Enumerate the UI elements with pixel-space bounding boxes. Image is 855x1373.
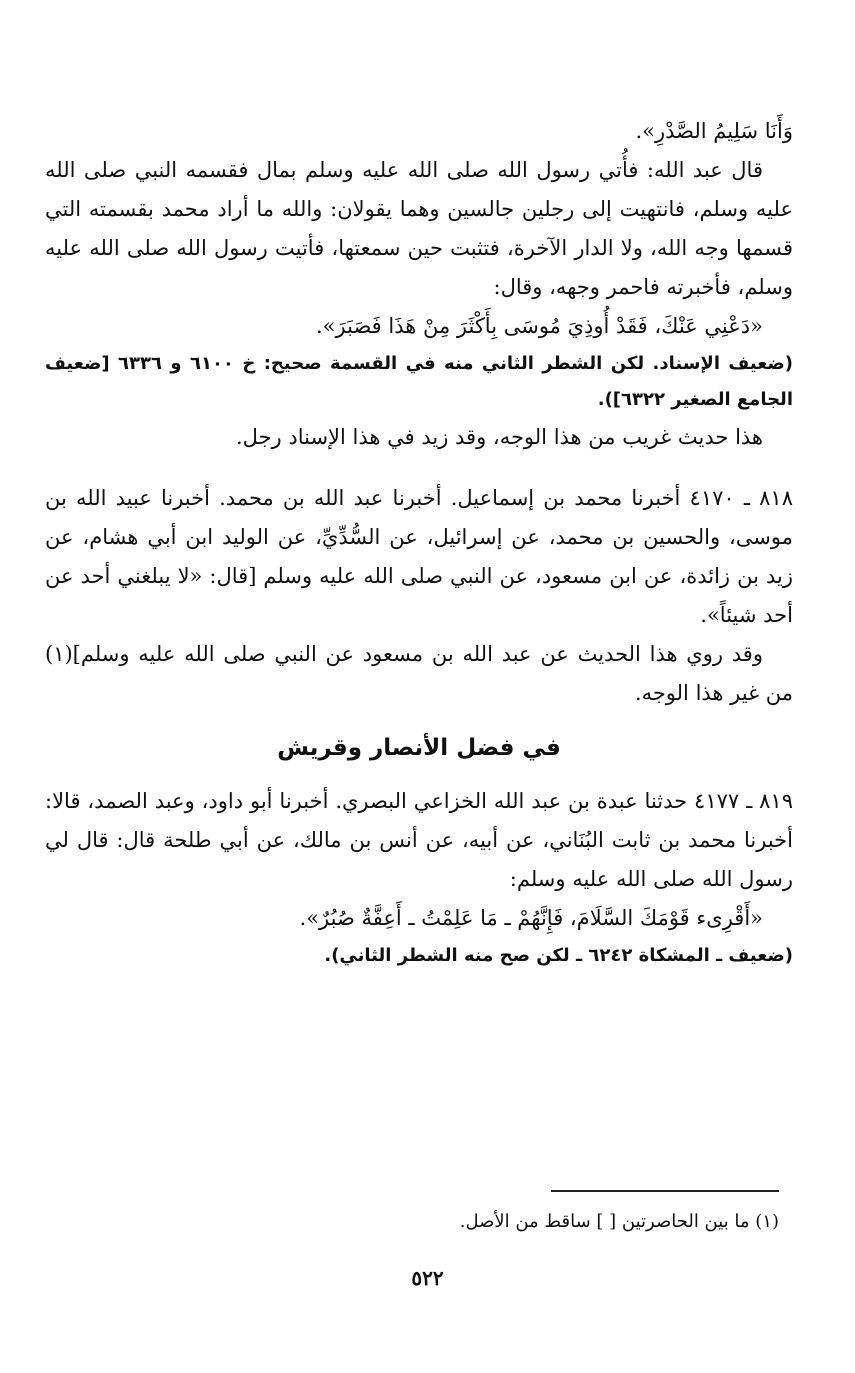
commentary: هذا حديث غريب من هذا الوجه، وقد زيد في هذا الإسناد رجل. xyxy=(235,425,763,449)
grading-note: (ضعيف الإسناد. لكن الشطر الثاني منه في القسمة صحيح: خ ٦١٠٠ و ٦٣٣٦ [ضعيف الجامع الصغير ٦٣٢٢]). xyxy=(45,353,793,410)
hadith-819: ٨١٩ ـ ٤١٧٧ حدثنا عبدة بن عبد الله الخزاعي البصري. أخبرنا أبو داود، وعبد الصمد، قالا: أخبرنا محمد بن ثابت البُنَاني، عن أبيه، عن أنس بن مالك، عن أبي طلحة قال: قال لي رسول الله صلى الله عليه وسلم: xyxy=(45,789,793,891)
verse-ending: وَأَنَا سَلِيمُ الصَّدْرِ». xyxy=(635,119,793,143)
commentary-2: وقد روي هذا الحديث عن عبد الله بن مسعود عن النبي صلى الله عليه وسلم](١) من غير هذا الوجه. xyxy=(45,642,793,705)
footnote: (١) ما بين الحاصرتين [ ] ساقط من الأصل. xyxy=(459,1211,779,1232)
chapter-heading: في فضل الأنصار وقريش xyxy=(277,735,561,761)
narration-paragraph: قال عبد الله: فأُتي رسول الله صلى الله عليه وسلم بمال فقسمه النبي صلى الله عليه وسلم، فانتهيت إلى رجلين جالسين وهما يقولان: والله ما أراد محمد بقسمته التي قسمها وجه الله، ولا الدار الآخرة، فتثبت حين سمعتها، فأتيت رسول الله صلى الله عليه وسلم، فأخبرته فاحمر وجهه، وقال: xyxy=(45,158,793,299)
hadith-818: ٨١٨ ـ ٤١٧٠ أخبرنا محمد بن إسماعيل. أخبرنا عبد الله بن محمد. أخبرنا عبيد الله بن موسى، والحسين بن محمد، عن إسرائيل، عن السُّدِّيِّ، عن الوليد ابن أبي هشام، عن زيد بن زائدة، عن ابن مسعود، عن النبي صلى الله عليه وسلم [قال: «لا يبلغني أحد عن أحد شيئاً». xyxy=(45,486,793,627)
page-body xyxy=(45,112,793,974)
prophet-quote-2: «أَقْرِىء قَوْمَكَ السَّلَامَ، فَإِنَّهُمْ ـ مَا عَلِمْتُ ـ أَعِفَّةٌ صُبُرٌ». xyxy=(299,906,763,930)
footnote-divider xyxy=(551,1190,779,1192)
page-number: ٥٢٢ xyxy=(411,1266,444,1290)
grading-note-2: (ضعيف ـ المشكاة ٦٢٤٢ ـ لكن صح منه الشطر الثاني). xyxy=(324,945,793,966)
prophet-quote: «دَعْنِي عَنْكَ، فَقَدْ أُوذِيَ مُوسَى بِأَكْثَرَ مِنْ هَذَا فَصَبَرَ». xyxy=(316,314,763,338)
